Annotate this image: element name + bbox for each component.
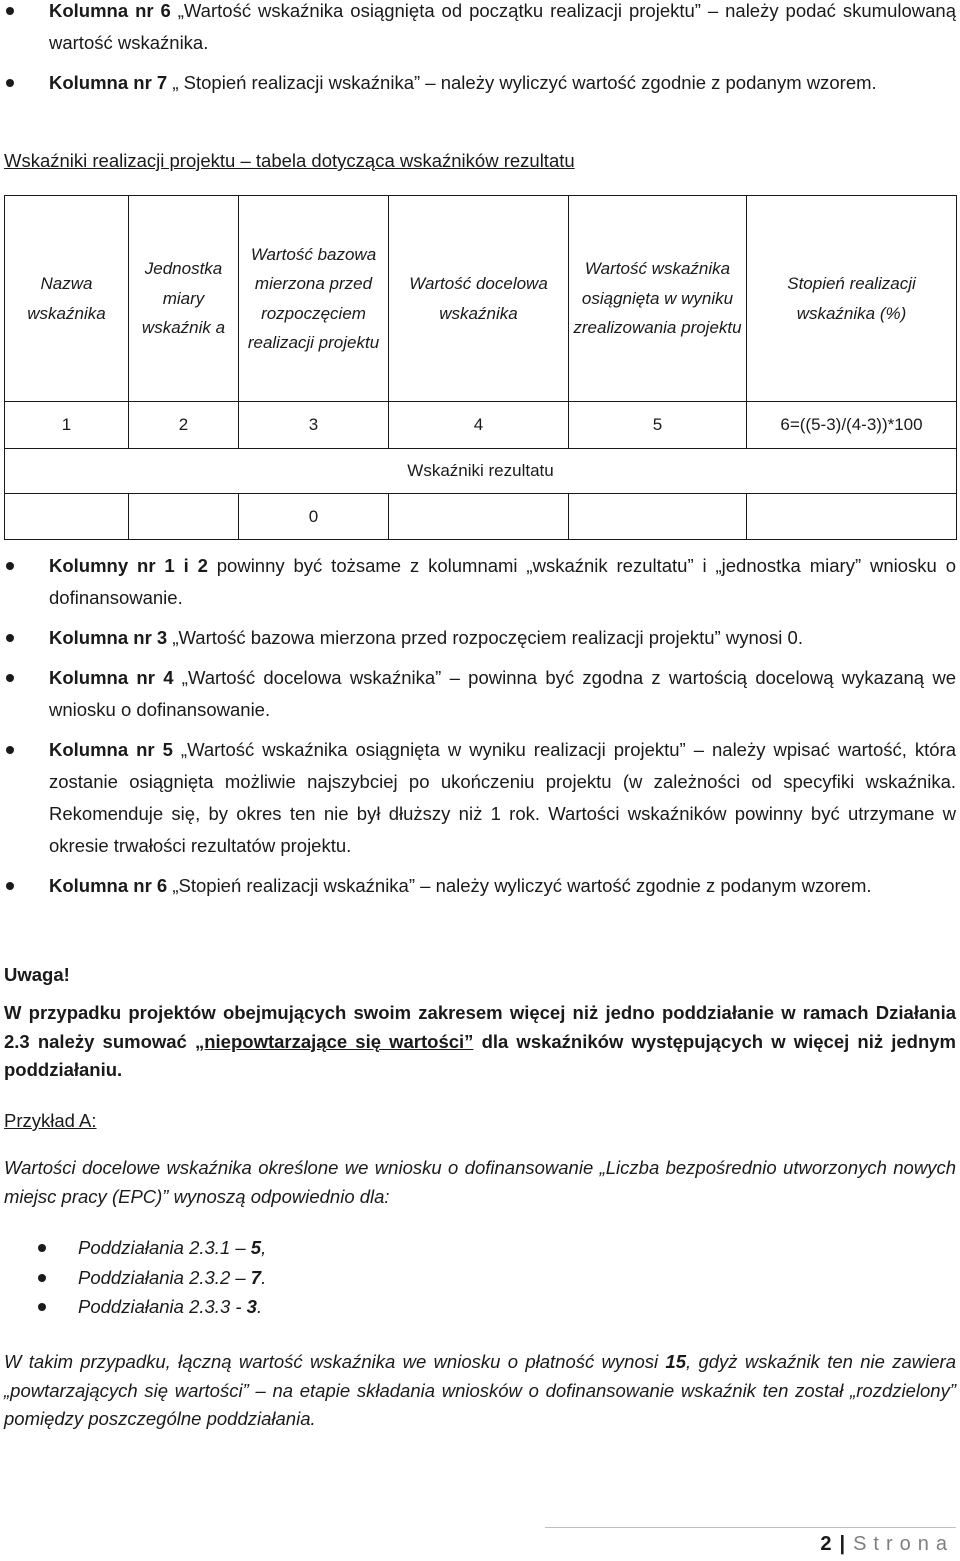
bullet-text: „Wartość wskaźnika osiągnięta w wyniku realizacji projektu” – należy wpisać wartość, która zostanie osiągnięta możliwie najszybciej po ukończeniu projektu (w zależności od specyfiki wskaźnika. Rekomenduje się, by okres ten nie był dłuższy niż 1 rok. Wartości wskaźników powinny być utrzymane w okresie trwałości rezultatów projektu.: [49, 739, 956, 856]
list-item: [30, 1263, 730, 1293]
indicators-table: [4, 195, 957, 540]
table-cell: 5: [569, 402, 747, 449]
example-paragraph: Wartości docelowe wskaźnika określone we wniosku o dofinansowanie „Liczba bezpośrednio utworzonych nowych miejsc pracy (EPC)” wynoszą odpowiednio dla:: [4, 1157, 956, 1207]
table-header-cell: Nazwa wskaźnika: [5, 196, 129, 402]
table-cell: 3: [239, 402, 389, 449]
bullet-lead: Kolumna nr 3: [49, 627, 168, 648]
list-item: [30, 1233, 730, 1263]
table-cell: 2: [129, 402, 239, 449]
subaction-end: .: [261, 1266, 267, 1288]
bullet-lead: Kolumna nr 6: [49, 875, 168, 896]
section-title: Wskaźniki realizacji projektu – tabela dotycząca wskaźników rezultatu: [4, 150, 575, 171]
table-header-cell: Jednostka miary wskaźnik a: [129, 196, 239, 402]
table-header-cell: Wartość docelowa wskaźnika: [389, 196, 569, 402]
bullet-text: „Stopień realizacji wskaźnika” – należy wyliczyć wartość zgodnie z podanym wzorem.: [167, 875, 872, 896]
conclusion-text: , gdyż wskaźnik ten nie zawiera „powtarzających się wartości” – na etapie składania wniosków o dofinansowanie wskaźnik ten został „rozdzielony” pomiędzy poszczególne poddziałania.: [4, 1351, 956, 1429]
subaction-label: Poddziałania 2.3.3 -: [78, 1296, 247, 1317]
table-cell: [747, 494, 957, 540]
conclusion-paragraph: [4, 1348, 956, 1434]
column-notes-list: [0, 550, 956, 910]
table-subheader-row: [5, 449, 957, 494]
top-bullet-list: [0, 0, 956, 107]
table-cell: [129, 494, 239, 540]
example-heading: Przykład A:: [4, 1110, 97, 1131]
warning-emphasis: „niepowtarzające się wartości”: [194, 1030, 474, 1052]
footer-label: Strona: [853, 1533, 954, 1555]
conclusion-text: W takim przypadku, łączną wartość wskaźnika we wniosku o płatność wynosi: [4, 1351, 666, 1372]
table-cell: [5, 494, 129, 540]
table-cell: [569, 494, 747, 540]
table-cell: 0: [239, 494, 389, 540]
bullet-text: powinny być tożsame z kolumnami „wskaźnik rezultatu” i „jednostka miary” wniosku o dofinansowanie.: [49, 555, 956, 608]
bullet-lead: Kolumny nr 1 i 2: [49, 555, 208, 576]
table-header-cell: Wartość bazowa mierzona przed rozpoczęciem realizacji projektu: [239, 196, 389, 402]
subaction-end: ,: [261, 1237, 267, 1258]
page-footer: [820, 1528, 954, 1560]
page-number: 2: [820, 1533, 832, 1555]
subaction-label: Poddziałania 2.3.2 –: [78, 1266, 251, 1288]
table-cell: 6=((5-3)/(4-3))*100: [747, 402, 957, 449]
table-subheader-cell: Wskaźniki rezultatu: [5, 449, 957, 494]
footer-separator: |: [839, 1533, 846, 1555]
warning-paragraph: [4, 999, 956, 1085]
subaction-value: 7: [250, 1266, 262, 1288]
list-item: [0, 870, 956, 902]
bullet-text: „Wartość wskaźnika osiągnięta od początku realizacji projektu” – należy podać skumulowaną wartość wskaźnika.: [49, 0, 956, 53]
table-header-cell: Stopień realizacji wskaźnika (%): [747, 196, 957, 402]
subaction-value: 3: [246, 1296, 257, 1317]
subaction-list: [30, 1233, 730, 1322]
list-item: [30, 1292, 730, 1322]
list-item: [0, 662, 956, 726]
warning-text: W przypadku projektów obejmujących swoim zakresem więcej niż jedno poddziałanie w ramach Działania 2.3 należy sumować: [4, 1002, 956, 1052]
bullet-lead: Kolumna nr 4: [49, 667, 174, 688]
subaction-end: .: [256, 1296, 263, 1317]
warning-heading: Uwaga!: [4, 964, 70, 985]
bullet-text: „Wartość docelowa wskaźnika” – powinna być zgodna z wartością docelową wykazaną we wniosku o dofinansowanie.: [49, 667, 956, 720]
subaction-label: Poddziałania 2.3.1 –: [78, 1237, 251, 1258]
list-item: [0, 67, 956, 99]
table-cell: [389, 494, 569, 540]
table-cell: 1: [5, 402, 129, 449]
table-number-row: [5, 402, 957, 449]
bullet-text: „ Stopień realizacji wskaźnika” – należy wyliczyć wartość zgodnie z podanym wzorem.: [167, 72, 877, 93]
table-cell: 4: [389, 402, 569, 449]
bullet-lead: Kolumna nr 5: [49, 739, 173, 760]
subaction-value: 5: [250, 1237, 262, 1258]
list-item: [0, 0, 956, 59]
warning-text: dla wskaźników występujących w więcej niż jednym poddziałaniu.: [4, 1030, 956, 1080]
conclusion-total: 15: [665, 1351, 686, 1372]
list-item: [0, 734, 956, 862]
list-item: [0, 550, 956, 614]
list-item: [0, 622, 956, 654]
table-row: [5, 494, 957, 540]
bullet-lead: Kolumna nr 7: [49, 72, 168, 93]
table-header-row: [5, 196, 957, 402]
table-header-cell: Wartość wskaźnika osiągnięta w wyniku zrealizowania projektu: [569, 196, 747, 402]
bullet-lead: Kolumna nr 6: [49, 0, 171, 21]
bullet-text: „Wartość bazowa mierzona przed rozpoczęciem realizacji projektu” wynosi 0.: [167, 627, 803, 648]
